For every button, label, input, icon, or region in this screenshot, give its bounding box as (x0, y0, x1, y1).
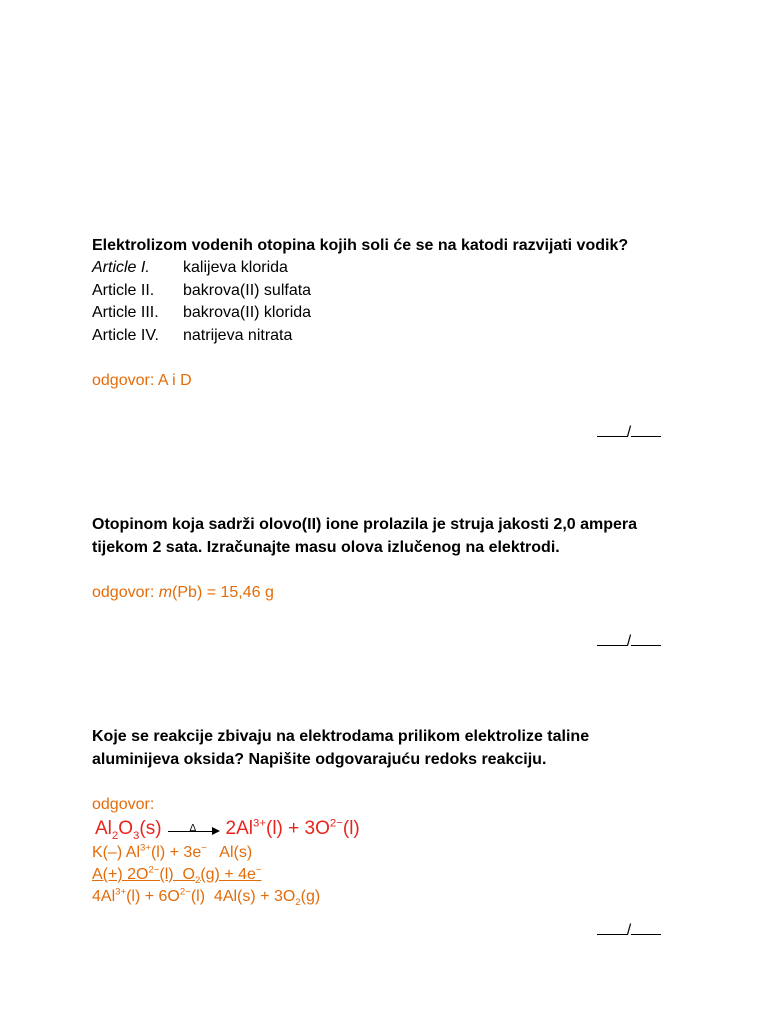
score-field-3 (596, 920, 662, 941)
list-item-label: Article I. (92, 259, 150, 276)
list-item-text: bakrova(II) sulfata (183, 281, 312, 299)
delta-symbol: Δ (189, 822, 197, 834)
anode-reaction: A(+) $2O^{2-}(l) O_2(g) + 4e^-$ (92, 864, 262, 887)
question-1-text: Elektrolizom vodenih otopina kojih soli će se na katodi razvijati vodik? (92, 237, 629, 254)
list-item (92, 257, 672, 280)
question-3 (92, 725, 672, 908)
list-item (92, 302, 672, 325)
answer-value: (Pb) = 15,46 g (172, 584, 274, 601)
list-item-text: natrijeva nitrata (183, 326, 293, 344)
list-item-text: bakrova(II) klorida (183, 304, 312, 321)
answer-label: odgovor: (92, 584, 159, 601)
question-2-text: Otopinom koja sadrži olovo(II) ione prolazila je struja jakosti 2,0 ampera tijekom 2 sata. Izračunajte masu olova izlučenog na elektrodi. (92, 516, 638, 556)
question-3-text: Koje se reakcije zbivaju na elektrodama prilikom elektrolize taline aluminijeva oksida? Napišite odgovarajuću redoks reakciju. (92, 728, 590, 768)
answer-3-label: odgovor: (92, 796, 155, 813)
score-field-2 (596, 631, 662, 652)
score-field-1 (596, 422, 662, 443)
score-separator: / (626, 922, 632, 939)
answer-1: odgovor: A i D (92, 372, 192, 389)
score-separator: / (626, 424, 632, 441)
question-1 (92, 234, 672, 392)
score-separator: / (626, 633, 632, 650)
question-2 (92, 513, 672, 604)
list-item-label: Article III. (92, 304, 159, 321)
list-item-label: Article II. (92, 281, 155, 299)
answer-2 (92, 582, 672, 604)
list-item (92, 325, 672, 348)
list-item (92, 280, 672, 303)
list-item-text: kalijeva klorida (183, 259, 288, 276)
cathode-reaction: K(–) $Al^{3+}(l) + 3e^-$ Al(s) (92, 842, 253, 861)
list-item-label: Article IV. (92, 326, 159, 344)
equation-main: $Al_2O_3(s)$ Δ $2Al^{3+}(l) + 3O^{2-}(l)$ (95, 817, 360, 842)
answer-variable: m (158, 584, 173, 601)
reaction-arrow-icon (168, 822, 220, 836)
overall-reaction: $4Al^{3+}(l) + 6O^{2-}(l) 4Al(s) + 3O_2(g)$ (92, 886, 321, 909)
